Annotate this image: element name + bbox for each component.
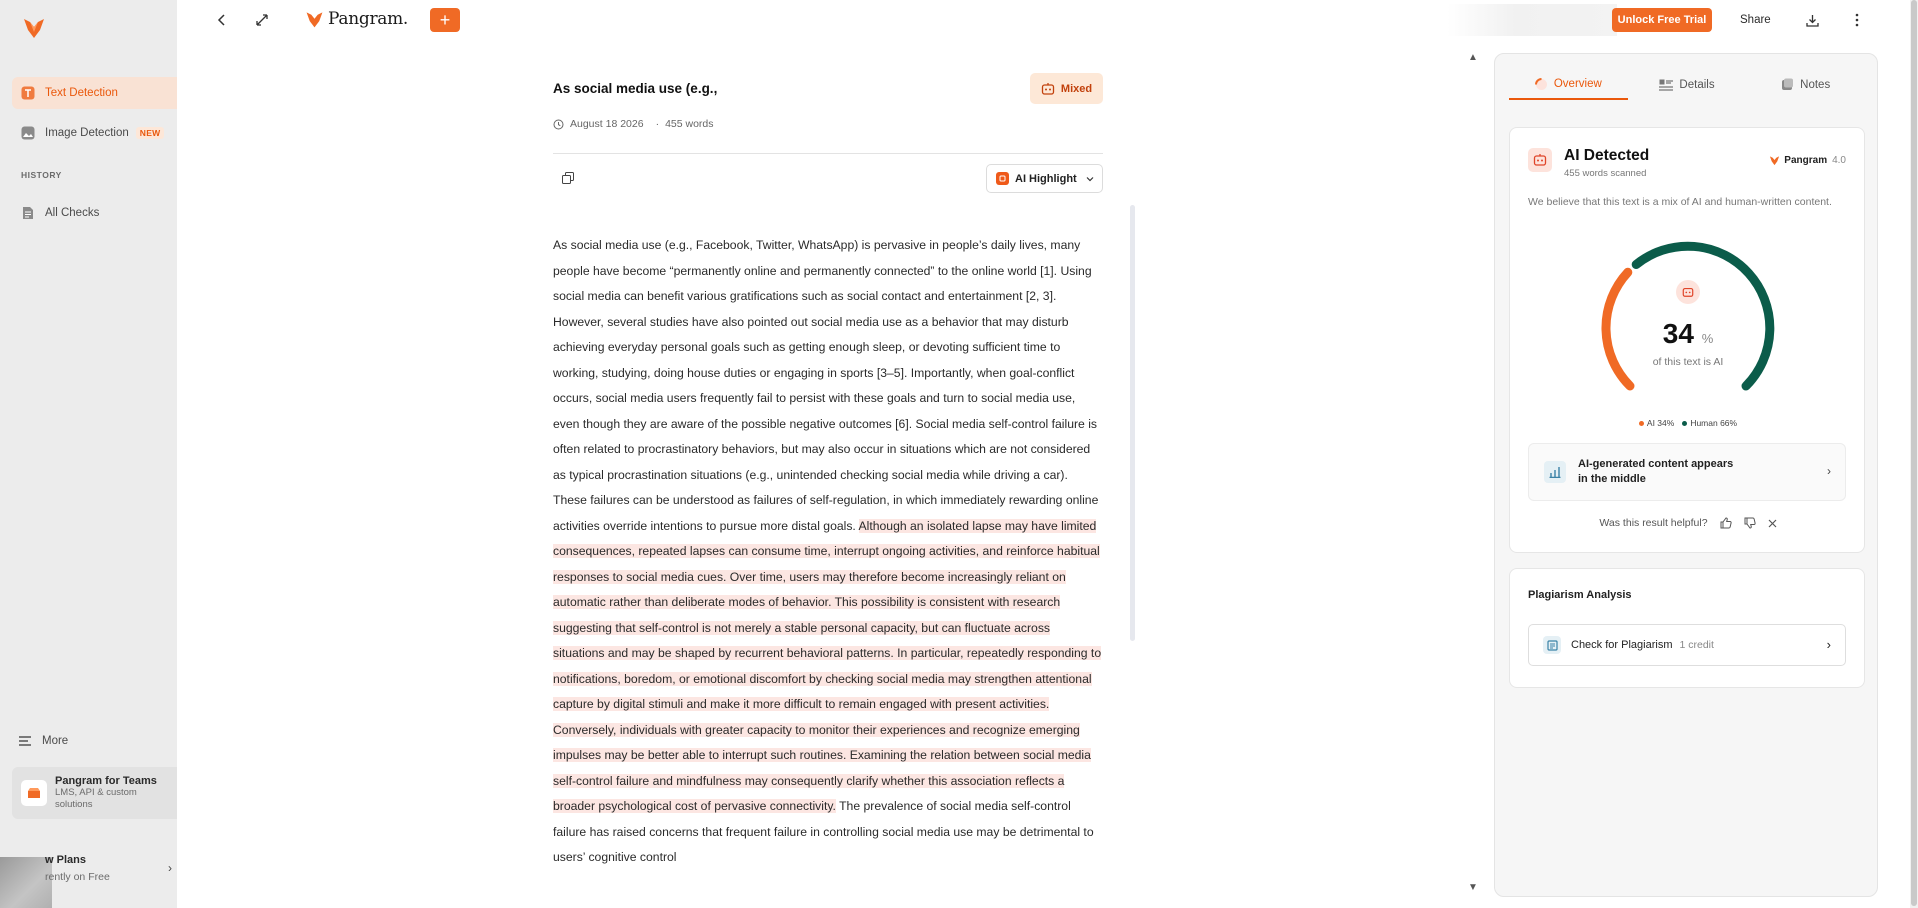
- teams-subtitle: LMS, API & custom solutions: [55, 787, 137, 810]
- unlock-free-trial-button[interactable]: Unlock Free Trial: [1612, 8, 1712, 32]
- overview-icon: [1535, 78, 1548, 91]
- tab-label: Notes: [1800, 78, 1831, 91]
- notes-icon: [1781, 78, 1794, 91]
- result-title: AI Detected: [1564, 147, 1650, 164]
- history-heading: HISTORY: [21, 170, 62, 180]
- document-scrollbar[interactable]: [1130, 205, 1135, 641]
- teams-icon: [21, 780, 47, 806]
- insight-text: AI-generated content appears in the middle: [1578, 458, 1734, 485]
- scroll-down-arrow-icon[interactable]: ▼: [1468, 882, 1478, 893]
- separator-dot: ·: [655, 118, 660, 130]
- model-name: Pangram: [1784, 155, 1828, 166]
- ai-percentage-value: 34: [1662, 318, 1694, 349]
- legend-ai-label: AI 34%: [1646, 418, 1675, 428]
- details-icon: [1659, 79, 1673, 91]
- back-button[interactable]: [210, 8, 234, 32]
- divider: [553, 153, 1103, 154]
- highlight-mode-dropdown[interactable]: [986, 164, 1103, 193]
- gauge-caption: of this text is AI: [1652, 356, 1724, 368]
- tab-overview[interactable]: [1509, 70, 1628, 100]
- vertical-dots-icon: [1855, 13, 1859, 27]
- pangram-for-teams-card[interactable]: [12, 767, 177, 819]
- plagiarism-card: [1509, 568, 1865, 688]
- pangram-logo-icon: [305, 10, 324, 29]
- check-plagiarism-button[interactable]: [1528, 624, 1846, 666]
- thumbs-up-icon[interactable]: [1720, 517, 1732, 529]
- human-text-segment: The prevalence of social media self-control failure has raised concerns that frequent failure in controlling social media use may be detrimental to users’ cognitive control: [553, 799, 1094, 864]
- scroll-up-arrow-icon[interactable]: ▲: [1468, 52, 1478, 63]
- results-panel: [1494, 53, 1878, 897]
- credit-cost: 1 credit: [1679, 639, 1714, 651]
- document-meta: [553, 118, 714, 130]
- gauge-legend: [1510, 418, 1866, 428]
- chevron-left-icon: [216, 14, 228, 26]
- copy-button[interactable]: [562, 171, 578, 187]
- page-scrollbar-thumb[interactable]: [1911, 0, 1917, 906]
- more-options-button[interactable]: [1845, 8, 1869, 32]
- robot-icon: [1676, 280, 1700, 304]
- ai-highlighted-segment: Although an isolated lapse may have limited consequences, repeated lapses can consume time, interrupt ongoing activities, and reinforce habitual responses to social media cues. Over time, users may therefore become increasingly reliant on automatic rather than deliberate modes of behavior. This possibility is consistent with research suggesting that self-control is not merely a stable personal capacity, but can fluctuate across situations and may be shaped by recurrent behavioral patterns. In particular, repeatedly responding to notifications, boredom, or emotional discomfort by checking social media may strengthen attentional capture by digital stimuli and make it more difficult to remain engaged with present activities. Conversely, individuals with greater capacity to monitor their experiences and recognize emerging impulses may be better able to interrupt such routines. Examining the relation between social media self-control failure and mindfulness may consequently clarify whether this association reflects a broader psychological cost of pervasive connectivity.: [553, 518, 1102, 813]
- human-text-segment: As social media use (e.g., Facebook, Twitter, WhatsApp) is pervasive in people’s daily lives, many people have become “permanently online and permanently connected” to the online world [1]. Using social media can benefit various gratifications such as social contact and entertainment [2, 3]. However, several studies have also pointed out social media use as a behavior that may disturb achieving everyday personal goals such as getting enough sleep, or devoting sufficient time to working, studying, doing house duties or engaging in sports [3–5]. Importantly, when goal-conflict occurs, social media users frequently fail to persist with these goals and turn to social media use, even though they are aware of the possible negative outcomes [6]. Social media self-control failure is often related to procrastinatory behaviors, but may also occur in situations which are not considered as typical procrastination situations (e.g., unintended checking social media while driving a car). These failures can be understood as failures of self-regulation, in which immediately rewarding online activities override intentions to pursue more distal goals.: [553, 238, 1099, 533]
- new-check-button[interactable]: +: [430, 8, 460, 32]
- sidebar-item-label: All Checks: [45, 207, 100, 219]
- text-detection-icon: [21, 86, 35, 100]
- brand-name: Pangram.: [328, 9, 409, 29]
- tab-label: Details: [1679, 78, 1715, 91]
- plans-subtitle: rently on Free: [45, 871, 110, 883]
- more-button[interactable]: [18, 734, 68, 748]
- insight-row[interactable]: [1528, 443, 1846, 501]
- plagiarism-icon: [1543, 636, 1561, 654]
- clock-icon: [553, 119, 564, 130]
- results-tabs: [1509, 70, 1865, 100]
- document-icon: [21, 206, 35, 220]
- model-version: 4.0: [1832, 155, 1846, 166]
- share-button[interactable]: Share: [1740, 14, 1771, 26]
- chevron-right-icon: ›: [1826, 637, 1831, 652]
- expand-icon: [256, 14, 268, 26]
- percent-sign: %: [1701, 331, 1714, 346]
- document-date: August 18 2026: [570, 118, 644, 130]
- chevron-right-icon: ›: [168, 861, 172, 875]
- words-scanned: 455 words scanned: [1564, 168, 1647, 179]
- highlight-mode-label: AI Highlight: [1015, 172, 1077, 185]
- word-count: 455 words: [665, 118, 714, 130]
- mixed-badge-label: Mixed: [1060, 82, 1093, 95]
- download-icon: [1806, 14, 1819, 27]
- brand-logo[interactable]: [305, 9, 408, 29]
- pangram-logo-icon: [1769, 155, 1780, 166]
- expand-button[interactable]: [250, 8, 274, 32]
- close-icon[interactable]: [1768, 519, 1777, 528]
- download-button[interactable]: [1800, 8, 1824, 32]
- ai-percentage: [1588, 318, 1788, 350]
- tab-notes[interactable]: [1746, 70, 1865, 100]
- copy-icon: [562, 172, 574, 184]
- topbar-fade: [1447, 4, 1617, 36]
- legend-human: [1682, 418, 1737, 428]
- feedback-row: [1510, 517, 1866, 529]
- sidebar-item-image-detection[interactable]: [12, 117, 177, 149]
- robot-icon: [1041, 82, 1055, 96]
- bar-chart-icon: [1544, 461, 1566, 483]
- plagiarism-title: Plagiarism Analysis: [1528, 589, 1632, 601]
- teams-title: Pangram for Teams: [55, 775, 157, 787]
- document-text[interactable]: [553, 233, 1103, 871]
- mixed-badge: [1030, 73, 1103, 104]
- model-tag: [1769, 155, 1846, 166]
- sidebar-item-all-checks[interactable]: [12, 197, 177, 229]
- document-title: As social media use (e.g.,: [553, 81, 718, 96]
- ai-highlight-icon: [996, 172, 1009, 185]
- view-plans-button[interactable]: [0, 849, 177, 908]
- sidebar-item-label: Text Detection: [45, 87, 118, 99]
- ai-result-card: [1509, 127, 1865, 553]
- image-detection-icon: [21, 126, 35, 140]
- thumbs-down-icon[interactable]: [1744, 517, 1756, 529]
- legend-human-label: Human 66%: [1690, 418, 1738, 428]
- check-plagiarism-label: Check for Plagiarism: [1571, 639, 1673, 651]
- menu-lines-icon: [18, 734, 32, 748]
- result-description: We believe that this text is a mix of AI and human-written content.: [1528, 196, 1832, 208]
- sidebar-item-label: Image Detection: [45, 127, 129, 139]
- robot-icon: [1528, 148, 1552, 172]
- sidebar: [0, 0, 177, 908]
- chevron-right-icon: ›: [1827, 464, 1831, 478]
- plans-title: w Plans: [45, 854, 86, 866]
- pangram-logo-icon[interactable]: [22, 16, 46, 40]
- legend-ai: [1639, 418, 1674, 428]
- more-label: More: [42, 735, 69, 747]
- new-badge: NEW: [136, 127, 165, 139]
- sidebar-item-text-detection[interactable]: [12, 77, 177, 109]
- tab-details[interactable]: [1628, 70, 1747, 100]
- chevron-down-icon: [1085, 174, 1095, 184]
- tab-label: Overview: [1553, 78, 1602, 90]
- feedback-question: Was this result helpful?: [1599, 517, 1708, 529]
